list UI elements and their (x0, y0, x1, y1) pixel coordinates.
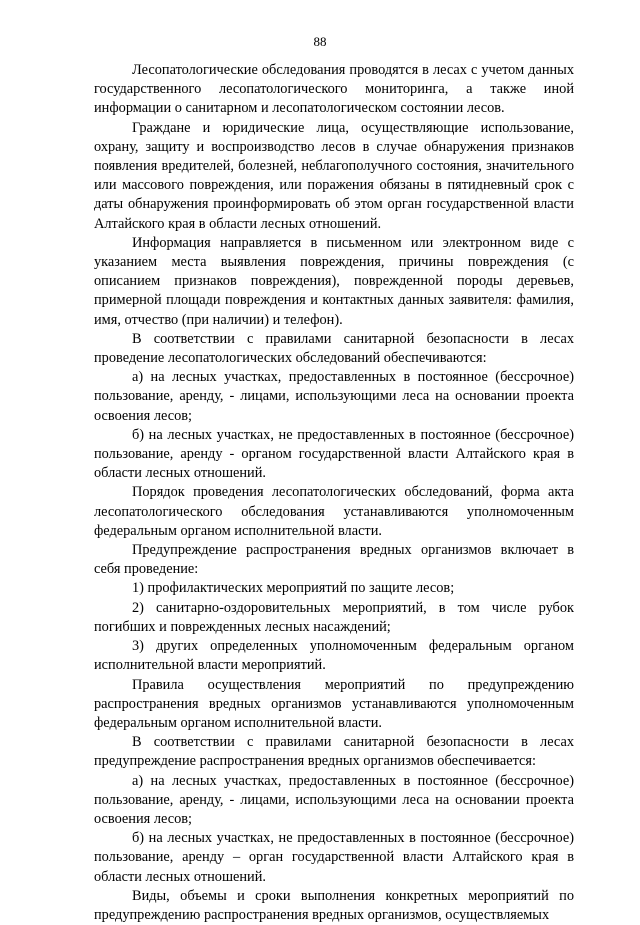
paragraph: Порядок проведения лесопатологических обследований, форма акта лесопатологического обследования устанавливаются уполномоченным федеральным органом исполнительной власти. (94, 484, 574, 539)
list-item: 2) санитарно-оздоровительных мероприятий, в том числе рубок погибших и поврежденных лесных насаждений; (94, 599, 574, 635)
paragraph: Граждане и юридические лица, осуществляющие использование, охрану, защиту и воспроизводство лесов в случае обнаружения признаков появления вредителей, болезней, неблагополучного состояния, значительного или массового повреждения, или поражения обязаны в пятидневный срок с даты обнаружения проинформировать об этом орган государственной власти Алтайского края в области лесных отношений. (94, 119, 574, 232)
paragraph: Лесопатологические обследования проводятся в лесах с учетом данных государственного лесопатологического мониторинга, а также иной информации о санитарном и лесопатологическом состоянии лесов. (94, 62, 574, 117)
paragraph: Информация направляется в письменном или электронном виде с указанием места выявления повреждения, причины повреждения (с описанием признаков повреждения), поврежденной породы деревьев, примерной площади повреждения и контактных данных заявителя: фамилия, имя, отчество (при наличии) и телефон). (94, 234, 574, 328)
list-item: а) на лесных участках, предоставленных в постоянное (бессрочное) пользование, аренду, - лицами, использующими леса на основании проекта освоения лесов; (94, 369, 574, 424)
list-item: 3) других определенных уполномоченным федеральным органом исполнительной власти мероприятий. (94, 638, 574, 674)
document-body (94, 61, 574, 925)
paragraph: Правила осуществления мероприятий по предупреждению распространения вредных организмов устанавливаются уполномоченным федеральным органом исполнительной власти. (94, 676, 574, 731)
list-item: 1) профилактических мероприятий по защите лесов; (132, 580, 455, 597)
list-item: б) на лесных участках, не предоставленных в постоянное (бессрочное) пользование, аренду – орган государственной власти Алтайского края в области лесных отношений. (94, 830, 574, 885)
list-item: б) на лесных участках, не предоставленных в постоянное (бессрочное) пользование, аренду - органом государственной власти Алтайского края в области лесных отношений. (94, 426, 574, 482)
paragraph: В соответствии с правилами санитарной безопасности в лесах проведение лесопатологических обследований обеспечиваются: (94, 330, 574, 367)
paragraph: Предупреждение распространения вредных организмов включает в себя проведение: (94, 542, 574, 578)
paragraph: Виды, объемы и сроки выполнения конкретных мероприятий по предупреждению распространения вредных организмов, осуществляемых (94, 887, 574, 923)
page-number: 88 (313, 34, 327, 49)
list-item: а) на лесных участках, предоставленных в постоянное (бессрочное) пользование, аренду, - лицами, использующими леса на основании проекта освоения лесов; (94, 772, 574, 827)
paragraph: В соответствии с правилами санитарной безопасности в лесах предупреждение распространения вредных организмов обеспечивается: (94, 734, 574, 770)
